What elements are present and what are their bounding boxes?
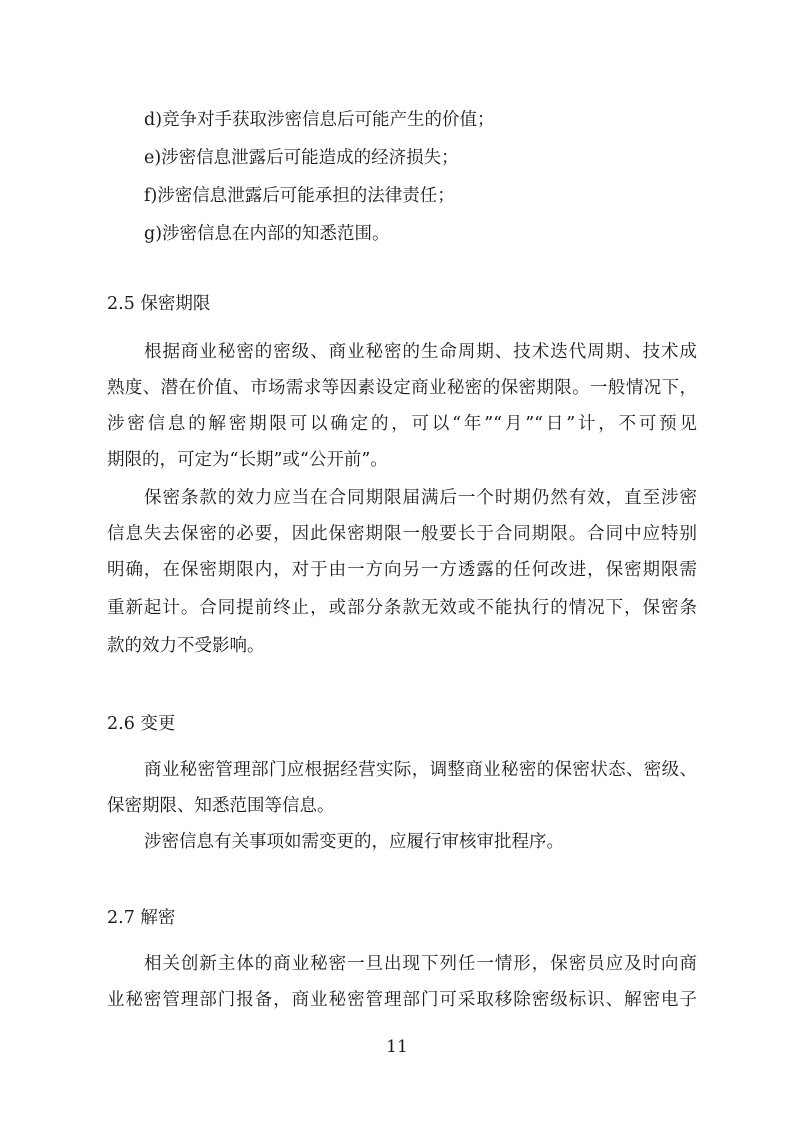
- paragraph-line: 熟度、潜在价值、市场需求等因素设定商业秘密的保密期限。一般情况下，: [107, 378, 697, 398]
- paragraph-line: 保密条款的效力应当在合同期限届满后一个时期仍然有效，直至涉密: [144, 488, 697, 508]
- list-item: e)涉密信息泄露后可能造成的经济损失；: [144, 148, 459, 168]
- paragraph-line: 保密期限、知悉范围等信息。: [107, 796, 335, 816]
- paragraph-line: 根据商业秘密的密级、商业秘密的生命周期、技术迭代周期、技术成: [144, 342, 697, 362]
- paragraph-line: 明确，在保密期限内，对于由一方向另一方透露的任何改进，保密期限需: [107, 560, 697, 580]
- paragraph-line: 业秘密管理部门报备，商业秘密管理部门可采取移除密级标识、解密电子: [107, 990, 697, 1010]
- list-item: d)竞争对手获取涉密信息后可能产生的价值；: [144, 110, 495, 130]
- paragraph-line: 涉密信息的解密期限可以确定的，可以“年”“月”“日”计，不可预见: [107, 414, 697, 434]
- paragraph-line: 相关创新主体的商业秘密一旦出现下列任一情形，保密员应及时向商: [144, 954, 697, 974]
- page-number: 11: [386, 1037, 408, 1057]
- list-item: g)涉密信息在内部的知悉范围。: [144, 224, 390, 244]
- paragraph-line: 期限的，可定为“长期”或“公开前”。: [107, 450, 388, 470]
- paragraph-line: 款的效力不受影响。: [107, 636, 265, 656]
- paragraph-line: 商业秘密管理部门应根据经营实际，调整商业秘密的保密状态、密级、: [144, 760, 697, 780]
- paragraph-line: 涉密信息有关事项如需变更的，应履行审核审批程序。: [144, 832, 564, 852]
- section-heading-2-5: 2.5 保密期限: [107, 294, 211, 314]
- section-heading-2-7: 2.7 解密: [107, 908, 176, 928]
- paragraph-line: 信息失去保密的必要，因此保密期限一般要长于合同期限。合同中应特别: [107, 524, 697, 544]
- section-heading-2-6: 2.6 变更: [107, 714, 176, 734]
- paragraph-line: 重新起计。合同提前终止，或部分条款无效或不能执行的情况下，保密条: [107, 598, 697, 618]
- list-item: f)涉密信息泄露后可能承担的法律责任；: [144, 186, 455, 206]
